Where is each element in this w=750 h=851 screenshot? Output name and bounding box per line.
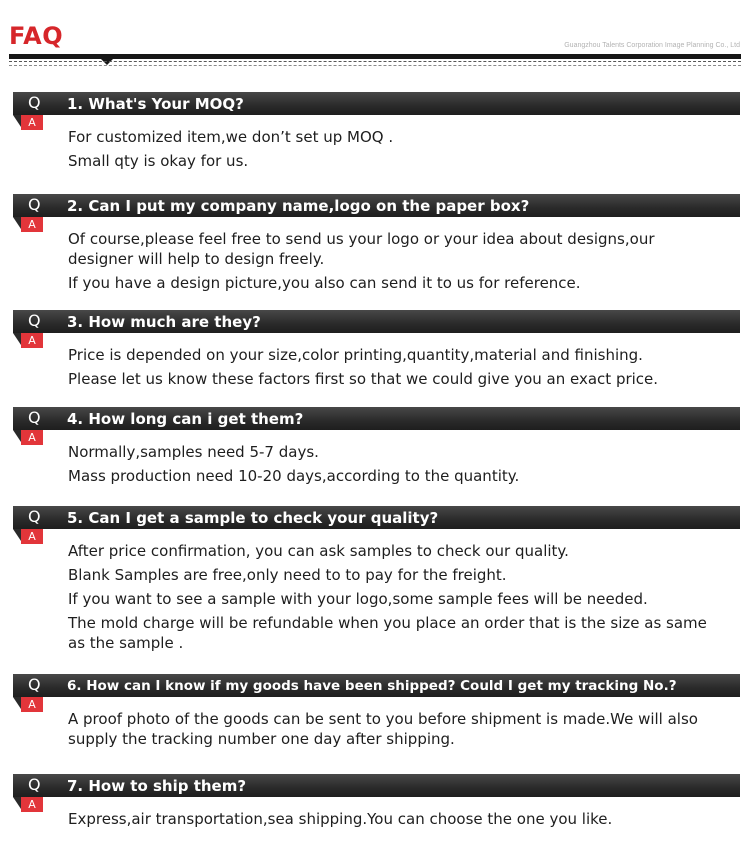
answer-line: Blank Samples are free,only need to to pay for the freight. bbox=[68, 566, 507, 584]
answer-line: A proof photo of the goods can be sent to you before shipment is made.We will also supply the tracking number one day after shipping. bbox=[68, 710, 698, 748]
question-text: 2. Can I put my company name,logo on the paper box? bbox=[67, 197, 530, 215]
question-bar-fold bbox=[13, 529, 21, 541]
answer bbox=[68, 345, 708, 393]
answer-line: Small qty is okay for us. bbox=[68, 152, 249, 170]
q-icon: Q bbox=[28, 775, 41, 794]
question-bar-fold bbox=[13, 430, 21, 442]
a-icon: A bbox=[21, 430, 43, 445]
question-bar-fold bbox=[13, 115, 21, 127]
dashed-line bbox=[9, 65, 741, 66]
question-text: 4. How long can i get them? bbox=[67, 410, 304, 428]
answer-line: Mass production need 10-20 days,according to the quantity. bbox=[68, 467, 520, 485]
dashed-line bbox=[9, 61, 741, 62]
question-bar-fold bbox=[13, 697, 21, 709]
a-icon: A bbox=[21, 217, 43, 232]
company-name: Guangzhou Talents Corporation Image Planning Co., Ltd bbox=[564, 42, 740, 49]
answer bbox=[68, 541, 708, 657]
answer-line: Of course,please feel free to send us your logo or your idea about designs,our designer will help to design freely. bbox=[68, 230, 655, 268]
a-icon: A bbox=[21, 697, 43, 712]
question-text: 3. How much are they? bbox=[67, 313, 261, 331]
answer-line: Please let us know these factors first so that we could give you an exact price. bbox=[68, 370, 659, 388]
answer-line: For customized item,we don’t set up MOQ . bbox=[68, 128, 394, 146]
answer-line: Express,air transportation,sea shipping.You can choose the one you like. bbox=[68, 810, 613, 828]
question-bar-fold bbox=[13, 797, 21, 809]
answer-line: Price is depended on your size,color printing,quantity,material and finishing. bbox=[68, 346, 643, 364]
a-icon: A bbox=[21, 333, 43, 348]
answer-line: After price confirmation, you can ask samples to check our quality. bbox=[68, 542, 569, 560]
question-text: 6. How can I know if my goods have been shipped? Could I get my tracking No.? bbox=[67, 678, 677, 694]
answer-line: Normally,samples need 5-7 days. bbox=[68, 443, 319, 461]
a-icon: A bbox=[21, 797, 43, 812]
q-icon: Q bbox=[28, 93, 41, 112]
header-divider bbox=[9, 54, 741, 59]
answer-line: The mold charge will be refundable when you place an order that is the size as same as the sample . bbox=[68, 614, 707, 652]
q-icon: Q bbox=[28, 311, 41, 330]
a-icon: A bbox=[21, 115, 43, 130]
q-icon: Q bbox=[28, 408, 41, 427]
answer bbox=[68, 442, 708, 490]
answer bbox=[68, 229, 708, 297]
page-title: FAQ bbox=[9, 22, 64, 50]
question-bar-fold bbox=[13, 217, 21, 229]
answer bbox=[68, 127, 708, 175]
question-text: 5. Can I get a sample to check your quality? bbox=[67, 509, 439, 527]
page-header bbox=[0, 0, 750, 70]
q-icon: Q bbox=[28, 675, 41, 694]
answer-line: If you have a design picture,you also can send it to us for reference. bbox=[68, 274, 581, 292]
question-text: 1. What's Your MOQ? bbox=[67, 95, 244, 113]
question-bar-fold bbox=[13, 333, 21, 345]
answer-line: If you want to see a sample with your logo,some sample fees will be needed. bbox=[68, 590, 648, 608]
answer bbox=[68, 709, 708, 753]
q-icon: Q bbox=[28, 507, 41, 526]
q-icon: Q bbox=[28, 195, 41, 214]
answer bbox=[68, 809, 708, 833]
question-text: 7. How to ship them? bbox=[67, 777, 247, 795]
a-icon: A bbox=[21, 529, 43, 544]
